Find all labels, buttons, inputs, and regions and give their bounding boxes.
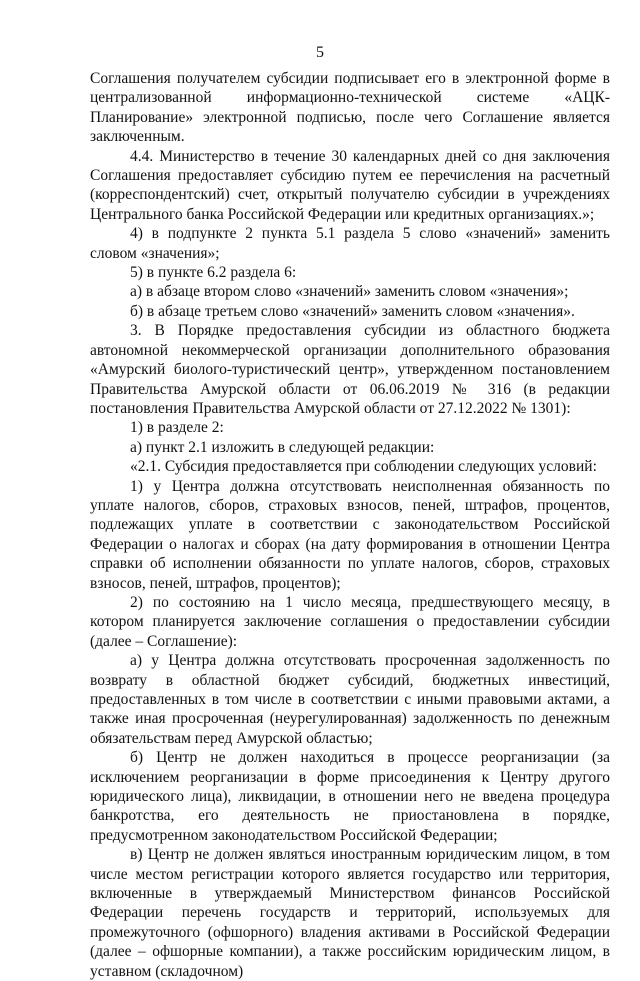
paragraph-condition-2v: в) Центр не должен являться иностранным юридическим лицом, в том числе местом регистрации которого является государство или территория, включенные в утверждаемый Министерством финансов Российской Федерации перечень государств и территорий, используемых для промежуточного (офшорного) владения активами в Российской Федерации (далее – офшорные компании), а также российским юридическим лицом, в уставном (складочном) xyxy=(90,846,610,980)
paragraph-section-3-item-1a: а) пункт 2.1 изложить в следующей редакции: xyxy=(130,438,435,456)
paragraph-condition-2a: а) у Центра должна отсутствовать просроченная задолженность по возврату в областной бюджет субсидий, бюджетных инвестиций, предоставленных в том числе в соответствии с иными правовыми актами, а также иная просроченная (неурегулированная) задолженность по денежным обязательствам перед Амурской областью; xyxy=(90,652,610,747)
paragraph-4-4: 4.4. Министерство в течение 30 календарных дней со дня заключения Соглашения предоставляет субсидию путем ее перечисления на расчетный (корреспондентский) счет, открытый получателю субсидии в учреждениях Центрального банка Российской Федерации или кредитных организациях.»; xyxy=(90,147,610,223)
paragraph-clause-2-1: «2.1. Субсидия предоставляется при соблюдении следующих условий: xyxy=(130,458,597,476)
paragraph-continuation: Соглашения получателем субсидии подписывает его в электронной форме в централизованной информационно-технической системе «АЦК-Планирование» электронной подписью, после чего Соглашение является заключенным. xyxy=(90,70,610,146)
paragraph-item-5: 5) в пункте 6.2 раздела 6: xyxy=(130,264,297,282)
page-number: 5 xyxy=(316,44,324,61)
document-body xyxy=(90,69,610,981)
paragraph-section-3-item-1: 1) в разделе 2: xyxy=(130,419,224,437)
paragraph-condition-2: 2) по состоянию на 1 число месяца, предшествующего месяцу, в котором планируется заключение соглашения о предоставлении субсидии (далее – Соглашение): xyxy=(90,593,610,650)
paragraph-item-5b: б) в абзаце третьем слово «значений» заменить словом «значения». xyxy=(130,302,575,320)
paragraph-condition-2b: б) Центр не должен находиться в процессе реорганизации (за исключением реорганизации в форме присоединения к Центру другого юридического лица), ликвидации, в отношении него не введена процедура банкротства, его деятельность не приостановлена в порядке, предусмотренном законодательством Российской Федерации; xyxy=(90,749,610,844)
paragraph-item-4: 4) в подпункте 2 пункта 5.1 раздела 5 слово «значений» заменить словом «значения»; xyxy=(90,225,610,262)
paragraph-item-5a: а) в абзаце втором слово «значений» заменить словом «значения»; xyxy=(130,283,569,301)
paragraph-section-3: 3. В Порядке предоставления субсидии из областного бюджета автономной некоммерческой организации дополнительного образования «Амурский биолого-туристический центр», утвержденном постановлением Правительства Амурской области от 06.06.2019 № 316 (в редакции постановления Правительства Амурской области от 27.12.2022 № 1301): xyxy=(90,322,610,417)
paragraph-condition-1: 1) у Центра должна отсутствовать неисполненная обязанность по уплате налогов, сборов, страховых взносов, пеней, штрафов, процентов, подлежащих уплате в соответствии с законодательством Российской Федерации о налогах и сборах (на дату формирования в отношении Центра справки об исполнении обязанности по уплате налогов, сборов, страховых взносов, пеней, штрафов, процентов); xyxy=(90,477,610,592)
